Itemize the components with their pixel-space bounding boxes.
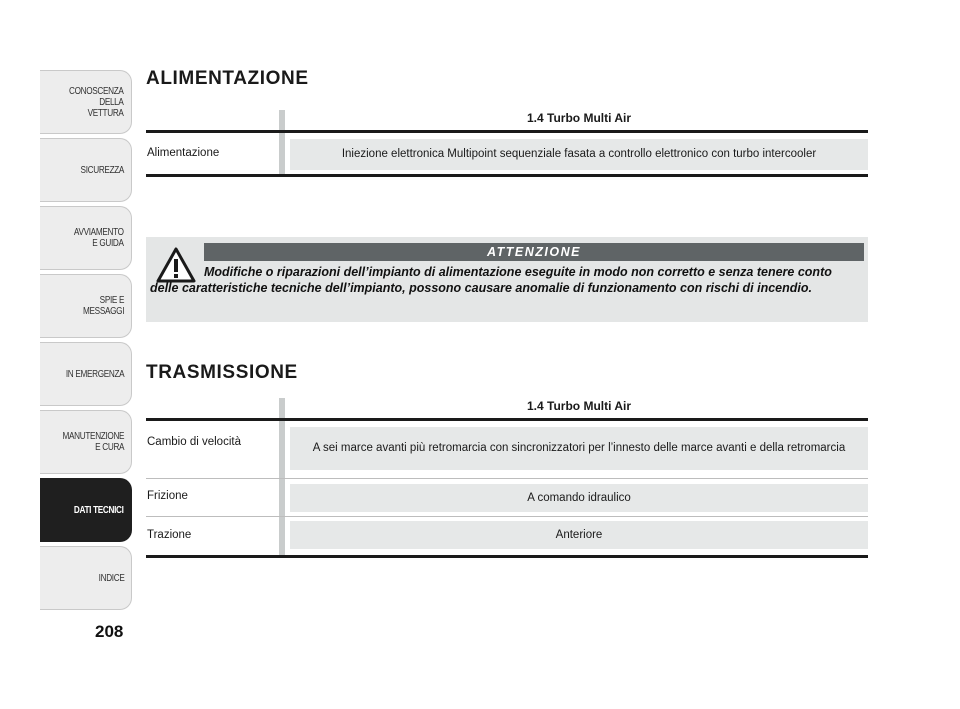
section-title-trasmissione: TRASMISSIONE	[146, 362, 298, 383]
warning-header: ATTENZIONE	[204, 243, 864, 261]
warning-text: Modifiche o riparazioni dell’impianto di alimentazione eseguite in modo non corretto e senza tenere conto delle caratteristiche tecniche dell’impianto, possono causare anomalie di funzionamento con rischi di incendio.	[150, 265, 832, 295]
tab-spie-e-messaggi[interactable]	[40, 274, 132, 338]
row-label-alimentazione: Alimentazione	[147, 147, 220, 159]
page-number: 208	[95, 622, 124, 641]
tab-label: MANUTENZIONE E CURA	[62, 431, 124, 453]
column-header: 1.4 Turbo Multi Air	[527, 399, 631, 413]
row-separator	[146, 478, 868, 479]
row-value-cambio: A sei marce avanti più retromarcia con sincronizzatori per l’innesto delle marce avanti e della retromarcia	[290, 427, 868, 470]
tab-label: AVVIAMENTO E GUIDA	[74, 227, 124, 249]
tab-label: INDICE	[98, 572, 124, 584]
row-value-trazione: Anteriore	[290, 521, 868, 549]
tab-manutenzione-e-cura[interactable]	[40, 410, 132, 474]
row-label-cambio: Cambio di velocità	[147, 436, 241, 448]
tab-indice[interactable]	[40, 546, 132, 610]
row-label-trazione: Trazione	[147, 529, 192, 541]
row-separator	[146, 516, 868, 517]
tab-sicurezza[interactable]	[40, 138, 132, 202]
column-header: 1.4 Turbo Multi Air	[527, 111, 631, 125]
table-top-rule	[146, 418, 868, 421]
tab-avviamento-e-guida[interactable]	[40, 206, 132, 270]
tab-dati-tecnici[interactable]	[40, 478, 132, 542]
tab-in-emergenza[interactable]	[40, 342, 132, 406]
warning-box	[146, 237, 868, 322]
section-title-alimentazione: ALIMENTAZIONE	[146, 68, 309, 89]
tab-label: IN EMERGENZA	[65, 368, 124, 380]
column-divider	[279, 110, 285, 175]
row-value-alimentazione: Iniezione elettronica Multipoint sequenziale fasata a controllo elettronico con turbo intercooler	[290, 139, 868, 170]
tab-label: SICUREZZA	[80, 164, 124, 176]
tab-label: CONOSCENZA DELLA VETTURA	[69, 85, 124, 119]
tab-conoscenza-della-vettura[interactable]	[40, 70, 132, 134]
tab-label: DATI TECNICI	[74, 504, 124, 516]
table-bottom-rule	[146, 555, 868, 558]
row-value-frizione: A comando idraulico	[290, 484, 868, 512]
table-top-rule	[146, 130, 868, 133]
table-bottom-rule	[146, 174, 868, 177]
chapter-sidebar	[40, 70, 134, 614]
row-label-frizione: Frizione	[147, 490, 188, 502]
tab-label: SPIE E MESSAGGI	[82, 295, 124, 317]
